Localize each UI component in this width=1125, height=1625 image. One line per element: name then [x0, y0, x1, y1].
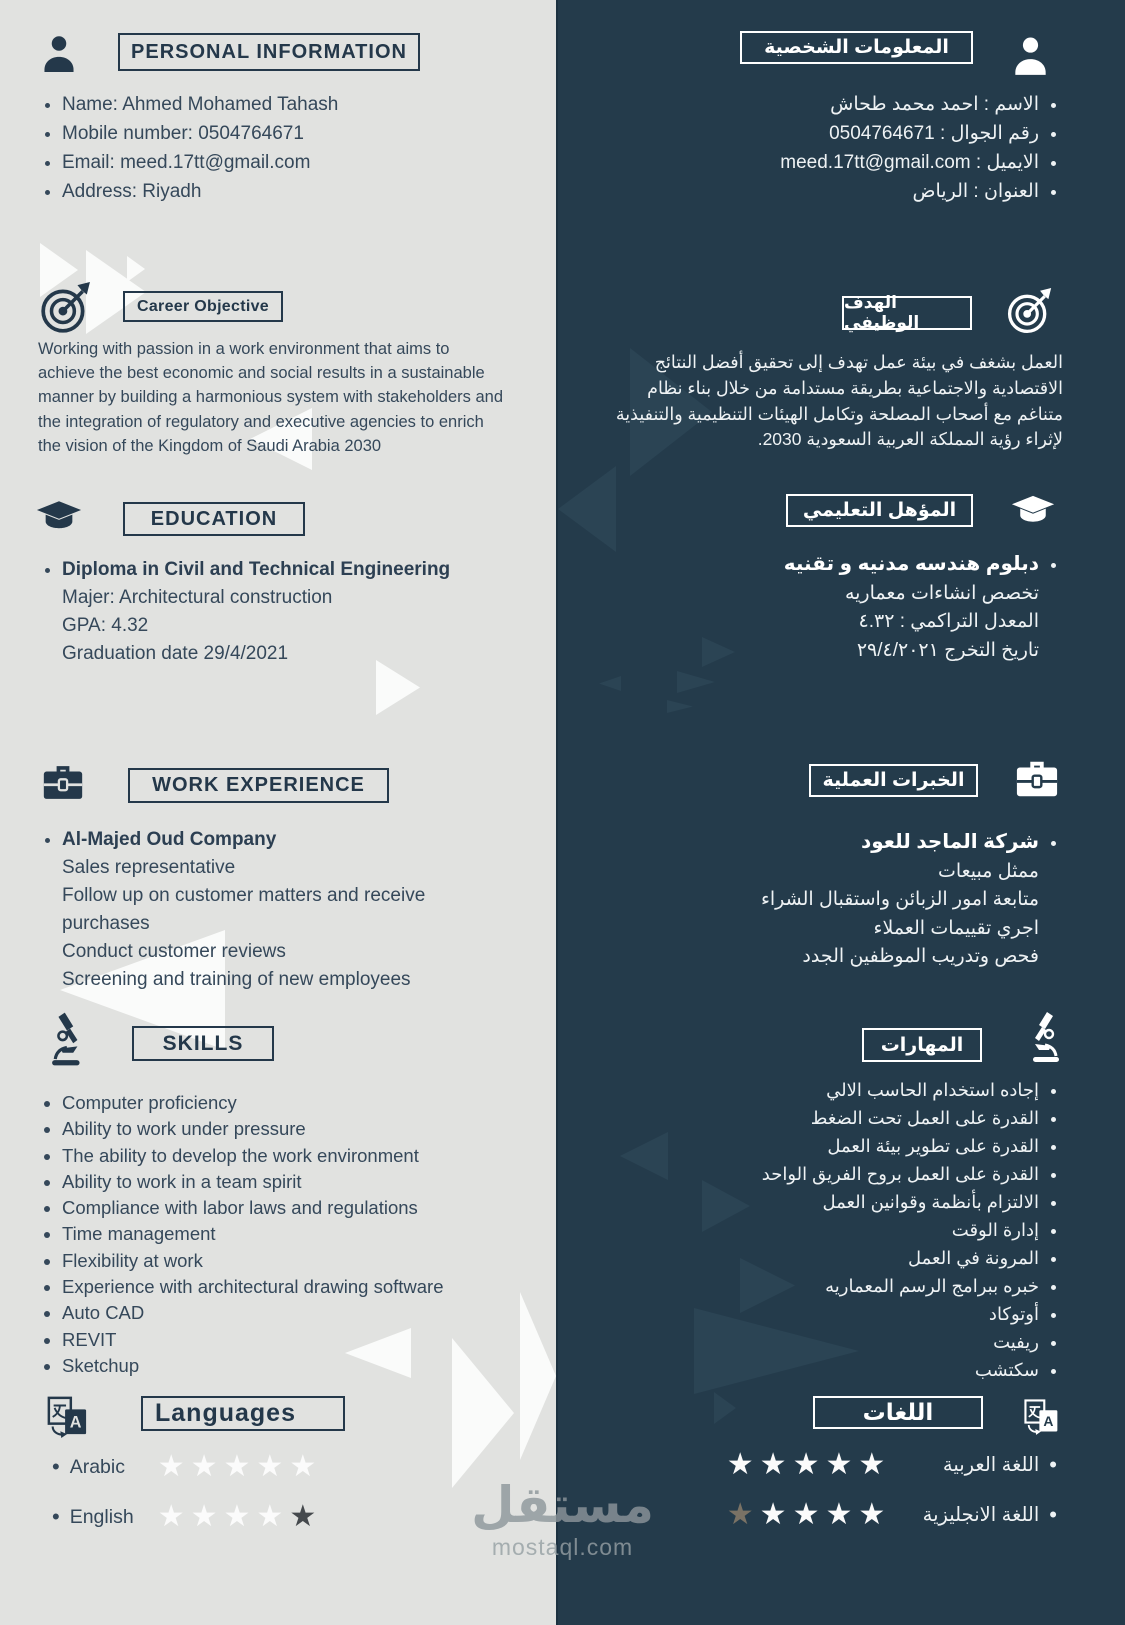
star-icon: ★ [759, 1498, 787, 1531]
company-name: Al-Majed Oud Company [62, 829, 277, 850]
section-title-objective: الهدف الوظيفي [842, 296, 972, 330]
section-title-skills: SKILLS [132, 1026, 274, 1061]
star-icon: ★ [726, 1448, 754, 1481]
skill-item: • إدارة الوقت [613, 1216, 1039, 1244]
language-label: اللغة العربية [942, 1454, 1040, 1476]
star-icon: ★ [157, 1450, 185, 1483]
list-item: • Mobile number: 0504764671 [62, 119, 518, 148]
education-entry [623, 550, 1039, 665]
star-rating [727, 1500, 886, 1530]
section-title-personal: المعلومات الشخصية [740, 31, 973, 64]
section-title-personal: PERSONAL INFORMATION [118, 33, 420, 71]
bullet: • [52, 1504, 60, 1529]
star-icon: ★ [157, 1500, 185, 1533]
microscope-icon [1025, 1008, 1061, 1066]
skill-item: • إجاده استخدام الحاسب الالي [613, 1076, 1039, 1104]
education-entry [62, 556, 518, 668]
watermark [471, 1478, 654, 1561]
degree-title: Diploma in Civil and Technical Engineering [62, 559, 451, 580]
list-item: • رقم الجوال : 0504764671 [633, 119, 1039, 148]
star-icon: ★ [289, 1450, 317, 1483]
decorative-triangle [677, 671, 715, 693]
work-detail: ممثل مبيعات [937, 860, 1039, 882]
language-label: Arabic [69, 1455, 125, 1478]
list-item: • Address: Riyadh [62, 177, 518, 206]
svg-text:A: A [1043, 1412, 1054, 1429]
svg-text:A: A [69, 1413, 82, 1432]
star-rating [727, 1450, 886, 1480]
bullet: • [52, 1454, 60, 1479]
section-title-languages: Languages [141, 1396, 345, 1431]
star-rating [158, 1452, 317, 1482]
education-list [38, 556, 518, 668]
objective-text: Working with passion in a work environment that aims to achieve the best economic and social results in a sustainable manner by building a harmonious system with stakeholders and the integration of regulatory and executive agencies to enrich the vision of the Kingdom of Saudi Arabia 2030 [38, 340, 503, 455]
section-title-languages: اللغات [813, 1396, 983, 1429]
skills-list [38, 1090, 528, 1379]
decorative-triangle [714, 1392, 736, 1424]
work-entry [623, 828, 1039, 972]
personal-info-list [38, 90, 518, 206]
work-detail: Sales representative [62, 857, 236, 878]
education-detail: المعدل التراكمي : ٤.٣٢ [858, 611, 1039, 633]
bullet: • [1049, 1452, 1057, 1477]
skill-item: • القدرة على العمل بروح الفريق الواحد [613, 1160, 1039, 1188]
decorative-triangle [127, 256, 145, 282]
skill-item: • REVIT [62, 1327, 528, 1353]
decorative-triangle [667, 700, 693, 713]
section-title-skills: المهارات [862, 1028, 982, 1062]
section-title-education: EDUCATION [123, 502, 305, 536]
education-detail: تخصص انشاءات معماريه [844, 582, 1039, 604]
work-detail: فحص وتدريب الموظفين الجدد [802, 946, 1039, 968]
star-icon: ★ [223, 1500, 251, 1533]
work-entry [62, 826, 488, 994]
star-icon: ★ [256, 1450, 284, 1483]
star-icon: ★ [792, 1448, 820, 1481]
person-icon [42, 34, 76, 72]
education-detail: Graduation date 29/4/2021 [62, 643, 289, 664]
education-list [623, 550, 1063, 665]
section-title-education: المؤهل التعليمي [786, 494, 973, 527]
skill-item: • سكتشب [613, 1356, 1039, 1384]
star-icon: ★ [256, 1500, 284, 1533]
star-icon: ★ [190, 1500, 218, 1533]
language-row-arabic [46, 1452, 316, 1482]
target-icon [1005, 288, 1053, 336]
star-icon: ★ [792, 1498, 820, 1531]
skill-item: • Flexibility at work [62, 1248, 528, 1274]
work-detail: Conduct customer reviews [62, 941, 286, 962]
section-title-work: الخبرات العملية [809, 764, 978, 797]
decorative-triangle [558, 466, 616, 552]
english-panel [0, 0, 556, 1625]
person-icon [1013, 33, 1048, 77]
arabic-panel [556, 0, 1125, 1625]
section-title-objective: Career Objective [123, 291, 283, 322]
list-item: • الاسم : احمد محمد طحاش [633, 90, 1039, 119]
translate-icon [1023, 1394, 1059, 1438]
skill-item: • أوتوكاد [613, 1300, 1039, 1328]
list-item: • Name: Ahmed Mohamed Tahash [62, 90, 518, 119]
skills-list [613, 1076, 1063, 1384]
star-icon: ★ [858, 1448, 886, 1481]
skill-item: • Ability to work under pressure [62, 1116, 528, 1142]
skill-item: • The ability to develop the work environment [62, 1143, 528, 1169]
work-detail: متابعة امور الزبائن واستقبال الشراء [760, 889, 1039, 911]
watermark-domain: mostaql.com [491, 1534, 634, 1560]
language-row-arabic [727, 1450, 1063, 1480]
star-icon: ★ [190, 1450, 218, 1483]
company-name: شركة الماجد للعود [861, 831, 1039, 853]
work-experience-list [623, 828, 1063, 972]
degree-title: دبلوم هندسه مدنيه و تقنيه [783, 553, 1039, 575]
decorative-triangle [376, 660, 420, 715]
language-label: English [69, 1505, 134, 1528]
work-detail: Follow up on customer matters and receive purchases [62, 885, 426, 934]
target-icon [38, 282, 92, 336]
microscope-icon [50, 1010, 88, 1068]
star-icon: ★ [825, 1498, 853, 1531]
translate-icon [46, 1394, 88, 1438]
graduation-cap-icon [1011, 494, 1055, 526]
section-title-work: WORK EXPERIENCE [128, 768, 389, 803]
work-experience-list [38, 826, 488, 994]
skill-item: • خبره ببرامج الرسم المعماريه [613, 1272, 1039, 1300]
briefcase-icon [1015, 758, 1059, 800]
star-icon: ★ [825, 1448, 853, 1481]
skill-item: • القدرة على تطوير بيئة العمل [613, 1132, 1039, 1160]
watermark-logo: مستقل [471, 1477, 654, 1533]
language-row-english [46, 1502, 316, 1532]
list-item: • الايميل : meed.17tt@gmail.com [633, 148, 1039, 177]
skill-item: • Experience with architectural drawing software [62, 1274, 528, 1300]
language-label: اللغة الانجليزية [922, 1504, 1040, 1526]
skill-item: • Auto CAD [62, 1300, 528, 1326]
skill-item: • Computer proficiency [62, 1090, 528, 1116]
skill-item: • Time management [62, 1221, 528, 1247]
personal-info-list [633, 90, 1063, 206]
briefcase-icon [42, 762, 84, 803]
list-item: • Email: meed.17tt@gmail.com [62, 148, 518, 177]
star-icon: ★ [289, 1500, 317, 1533]
bullet: • [1049, 1502, 1057, 1527]
star-icon: ★ [759, 1448, 787, 1481]
education-detail: Majer: Architectural construction [62, 587, 333, 608]
skill-item: • الالتزام بأنظمة وقوانين العمل [613, 1188, 1039, 1216]
work-detail: Screening and training of new employees [62, 969, 411, 990]
language-row-english [727, 1500, 1063, 1530]
list-item: • العنوان : الرياض [633, 177, 1039, 206]
skill-item: • Compliance with labor laws and regulations [62, 1195, 528, 1221]
skill-item: • Ability to work in a team spirit [62, 1169, 528, 1195]
star-rating [158, 1502, 317, 1532]
skill-item: • ريفيت [613, 1328, 1039, 1356]
decorative-triangle [599, 676, 621, 691]
star-icon: ★ [726, 1498, 754, 1531]
skill-item: • Sketchup [62, 1353, 528, 1379]
education-detail: تاريخ التخرج ٢٩/٤/٢٠٢١ [856, 639, 1039, 661]
work-detail: اجري تقييمات العملاء [873, 917, 1039, 939]
star-icon: ★ [858, 1498, 886, 1531]
graduation-cap-icon [36, 498, 82, 534]
skill-item: • المرونة في العمل [613, 1244, 1039, 1272]
star-icon: ★ [223, 1450, 251, 1483]
skill-item: • القدرة على العمل تحت الضغط [613, 1104, 1039, 1132]
education-detail: GPA: 4.32 [62, 615, 149, 636]
objective-text: العمل بشغف في بيئة عمل تهدف إلى تحقيق أفضل النتائج الاقتصادية والاجتماعية بطريقة مستدامة من خلال بناء نظام متناغم مع أصحاب المصلحة وتكامل الهيئات التنظيمية والتنفيذية لإثراء رؤية المملكة العربية السعودية 2030. [615, 352, 1063, 450]
